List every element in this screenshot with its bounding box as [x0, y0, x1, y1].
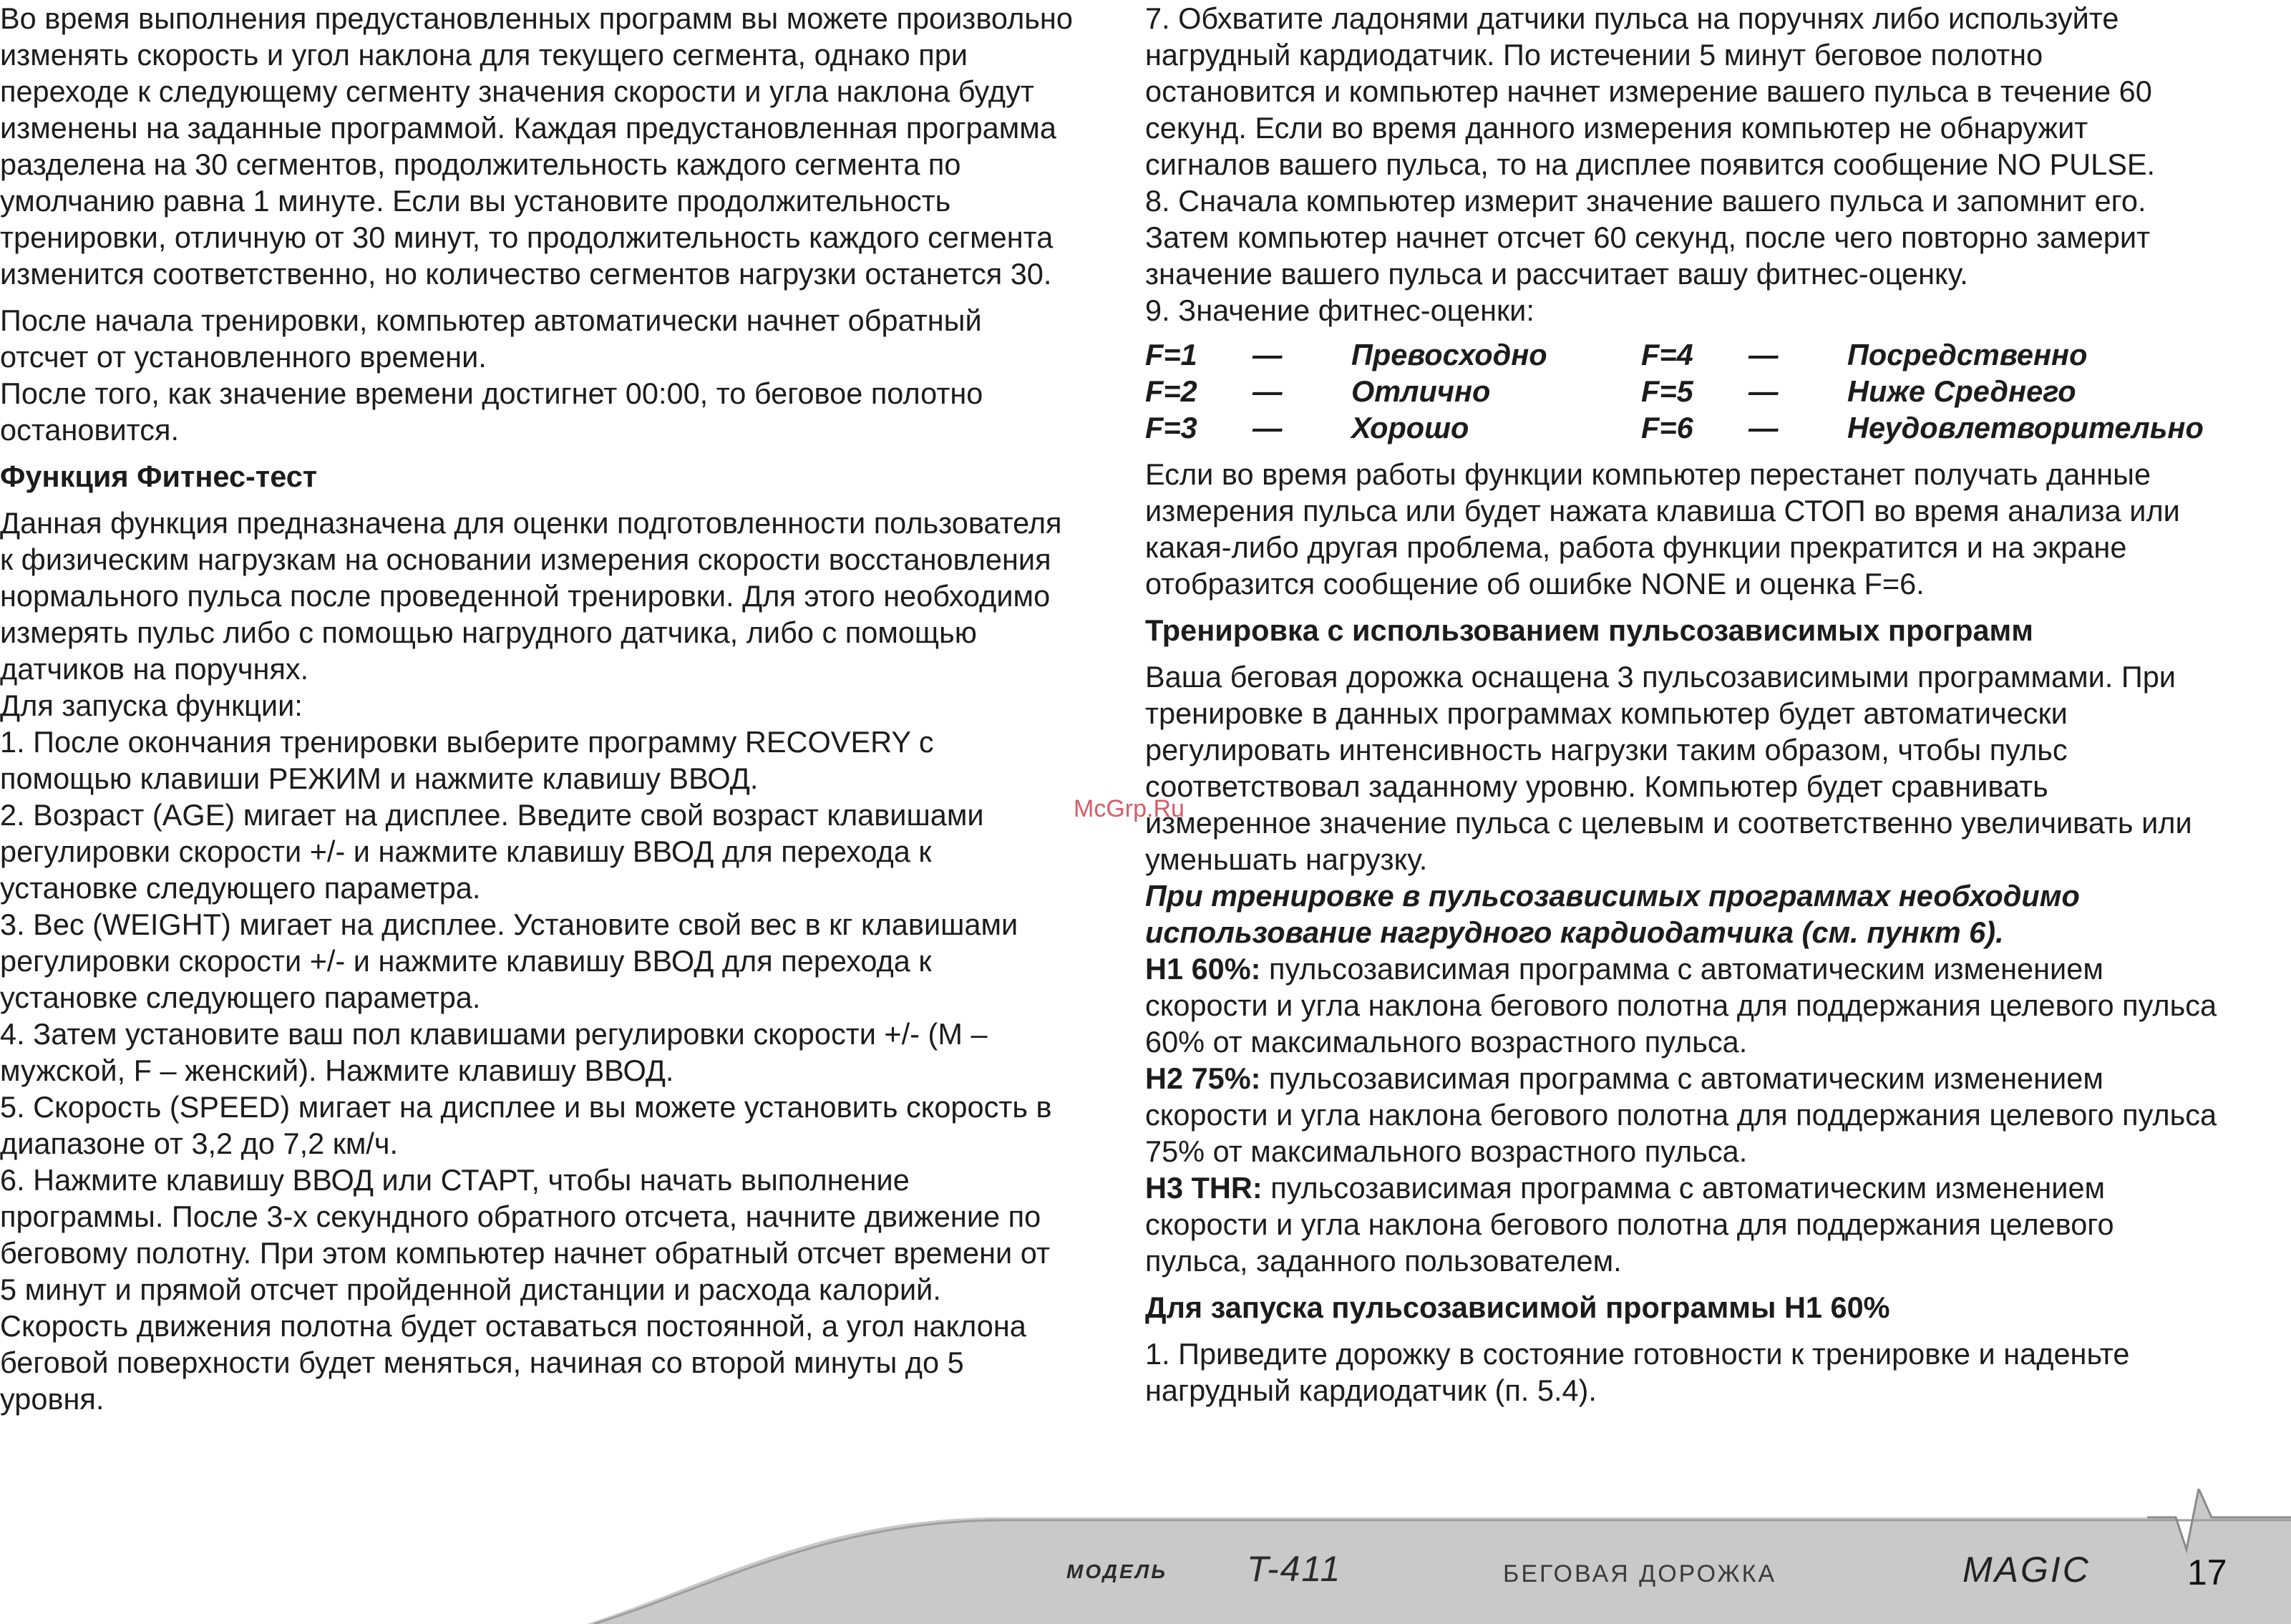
launch-heading: Для запуска пульсозависимой программы H1 60% [1145, 1290, 1890, 1324]
program-desc: пульсозависимая программа с автоматическим изменением скорости и угла наклона бегового полотна для поддержания целевого пульса, заданного пользователем. [1145, 1171, 2114, 1278]
score-dash: — [1748, 411, 1779, 444]
program-desc: пульсозависимая программа с автоматическим изменением скорости и угла наклона бегового полотна для поддержания целевого пульса 75% от максимального возрастного пульса. [1145, 1061, 2217, 1168]
score-dash: — [1252, 374, 1283, 408]
score-dash: — [1748, 338, 1779, 371]
score-dash: — [1252, 338, 1283, 371]
page-number: 17 [2187, 1552, 2227, 1593]
step-9: 9. Значение фитнес-оценки: [1145, 293, 1534, 327]
start-label: Для запуска функции: [0, 689, 303, 722]
footer-product: БЕГОВАЯ ДОРОЖКА [1503, 1560, 1777, 1587]
program-h3 [1145, 1170, 2219, 1279]
score-row [1145, 336, 2204, 373]
hr-intro: Ваша беговая дорожка оснащена 3 пульсозависимыми программами. При тренировке в данных программах компьютер будет автоматически регулировать интенсивность нагрузки таким образом, чтобы пульс соответствовал заданному уровню. Компьютер будет сравнивать измеренное значение пульса с целевым и соответственно увеличивать или уменьшать нагрузку. [1145, 660, 2192, 876]
program-name: H3 THR: [1145, 1171, 1263, 1205]
score-code: F=5 [1641, 374, 1693, 408]
right-column [1145, 0, 2219, 1409]
program-desc: пульсозависимая программа с автоматическим изменением скорости и угла наклона бегового полотна для поддержания целевого пульса 60% от максимального возрастного пульса. [1145, 952, 2217, 1059]
score-label: Посредственно [1847, 338, 2088, 371]
score-code: F=4 [1641, 338, 1693, 371]
step-2: 2. Возраст (AGE) мигает на дисплее. Введите свой возраст клавишами регулировки скорости +/- и нажмите клавишу ВВОД для перехода к установке следующего параметра. [0, 798, 984, 905]
footer-model-number: T-411 [1247, 1549, 1342, 1589]
program-h1 [1145, 950, 2219, 1060]
score-code: F=3 [1145, 411, 1197, 444]
program-name: H2 75%: [1145, 1061, 1261, 1095]
error-note: Если во время работы функции компьютер перестанет получать данные измерения пульса или будет нажата клавиша СТОП во время анализа или какая-либо другая проблема, работа функции прекратится и на экране отобразится сообщение об ошибке NONE и оценка F=6. [1145, 457, 2180, 601]
score-label: Ниже Среднего [1847, 374, 2076, 408]
score-row [1145, 409, 2204, 446]
score-code: F=2 [1145, 374, 1197, 408]
score-dash: — [1252, 411, 1283, 444]
left-column [0, 0, 1074, 1417]
step-8: 8. Сначала компьютер измерит значение вашего пульса и запомнит его. Затем компьютер начнет отсчет 60 секунд, после чего повторно замерит значение вашего пульса и рассчитает вашу фитнес-оценку. [1145, 184, 2151, 291]
score-code: F=1 [1145, 338, 1197, 371]
footer-brand-logo: MAGIC [1962, 1550, 2091, 1590]
intro-paragraph: Во время выполнения предустановленных программ вы можете произвольно изменять скорость и угол наклона для текущего сегмента, однако при переходе к следующему сегменту значения скорости и угла наклона будут изменены на заданные программой. Каждая предустановленная программа разделена на 30 сегментов, продолжительность каждого сегмента по умолчанию равна 1 минуте. Если вы установите продолжительность тренировки, отличную от 30 минут, то продолжительность каждого сегмента изменится соответственно, но количество сегментов нагрузки останется 30. [0, 1, 1073, 291]
countdown-paragraph: После начала тренировки, компьютер автоматически начнет обратный отсчет от установленного времени. [0, 303, 982, 374]
score-label: Превосходно [1351, 338, 1547, 371]
program-h2 [1145, 1060, 2219, 1170]
step-5: 5. Скорость (SPEED) мигает на дисплее и вы можете установить скорость в диапазоне от 3,2 до 7,2 км/ч. [0, 1090, 1052, 1160]
score-label: Хорошо [1351, 411, 1469, 444]
hr-heading: Тренировка с использованием пульсозависимых программ [1145, 613, 2033, 647]
fitness-heading: Функция Фитнес-тест [0, 460, 318, 493]
score-label: Отлично [1351, 374, 1491, 408]
fitness-score-table [1145, 336, 2204, 446]
step-4: 4. Затем установите ваш пол клавишами регулировки скорости +/- (M – мужской, F – женский). Нажмите клавишу ВВОД. [0, 1017, 988, 1087]
score-dash: — [1748, 374, 1779, 408]
watermark: McGrp.Ru [1074, 795, 1185, 822]
step-7: 7. Обхватите ладонями датчики пульса на поручнях либо используйте нагрудный кардиодатчик. По истечении 5 минут беговое полотно остановится и компьютер начнет измерение вашего пульса в течение 60 секунд. Если во время данного измерения компьютер не обнаружит сигналов вашего пульса, то на дисплее появится сообщение NO PULSE. [1145, 1, 2156, 181]
hr-note: При тренировке в пульсозависимых программах необходимо использование нагрудного кардиодатчика (см. пункт 6). [1145, 879, 2080, 949]
step-3: 3. Вес (WEIGHT) мигает на дисплее. Установите свой вес в кг клавишами регулировки скорости +/- и нажмите клавишу ВВОД для перехода к установке следующего параметра. [0, 908, 1018, 1014]
footer-model-label: модель [1066, 1553, 1168, 1585]
fitness-intro: Данная функция предназначена для оценки подготовленности пользователя к физическим нагрузкам на основании измерения скорости восстановления нормального пульса после проведенной тренировки. Для этого необходимо измерять пульс либо с помощью нагрудного датчика, либо с помощью датчиков на поручнях. [0, 506, 1062, 686]
score-row [1145, 373, 2204, 409]
launch-step-1: 1. Приведите дорожку в состояние готовности к тренировке и наденьте нагрудный кардиодатчик (п. 5.4). [1145, 1337, 2130, 1407]
stop-paragraph: После того, как значение времени достигнет 00:00, то беговое полотно остановится. [0, 376, 983, 447]
score-label: Неудовлетворительно [1847, 411, 2204, 444]
score-code: F=6 [1641, 411, 1693, 444]
step-1: 1. После окончания тренировки выберите программу RECOVERY с помощью клавиши РЕЖИМ и нажмите клавишу ВВОД. [0, 725, 934, 795]
step-6: 6. Нажмите клавишу ВВОД или СТАРТ, чтобы начать выполнение программы. После 3-х секундного обратного отсчета, начните движение по беговому полотну. При этом компьютер начнет обратный отсчет времени от 5 минут и прямой отсчет пройденной дистанции и расхода калорий. Скорость движения полотна будет оставаться постоянной, а угол наклона беговой поверхности будет меняться, начиная со второй минуты до 5 уровня. [0, 1163, 1050, 1416]
program-name: H1 60%: [1145, 952, 1261, 986]
